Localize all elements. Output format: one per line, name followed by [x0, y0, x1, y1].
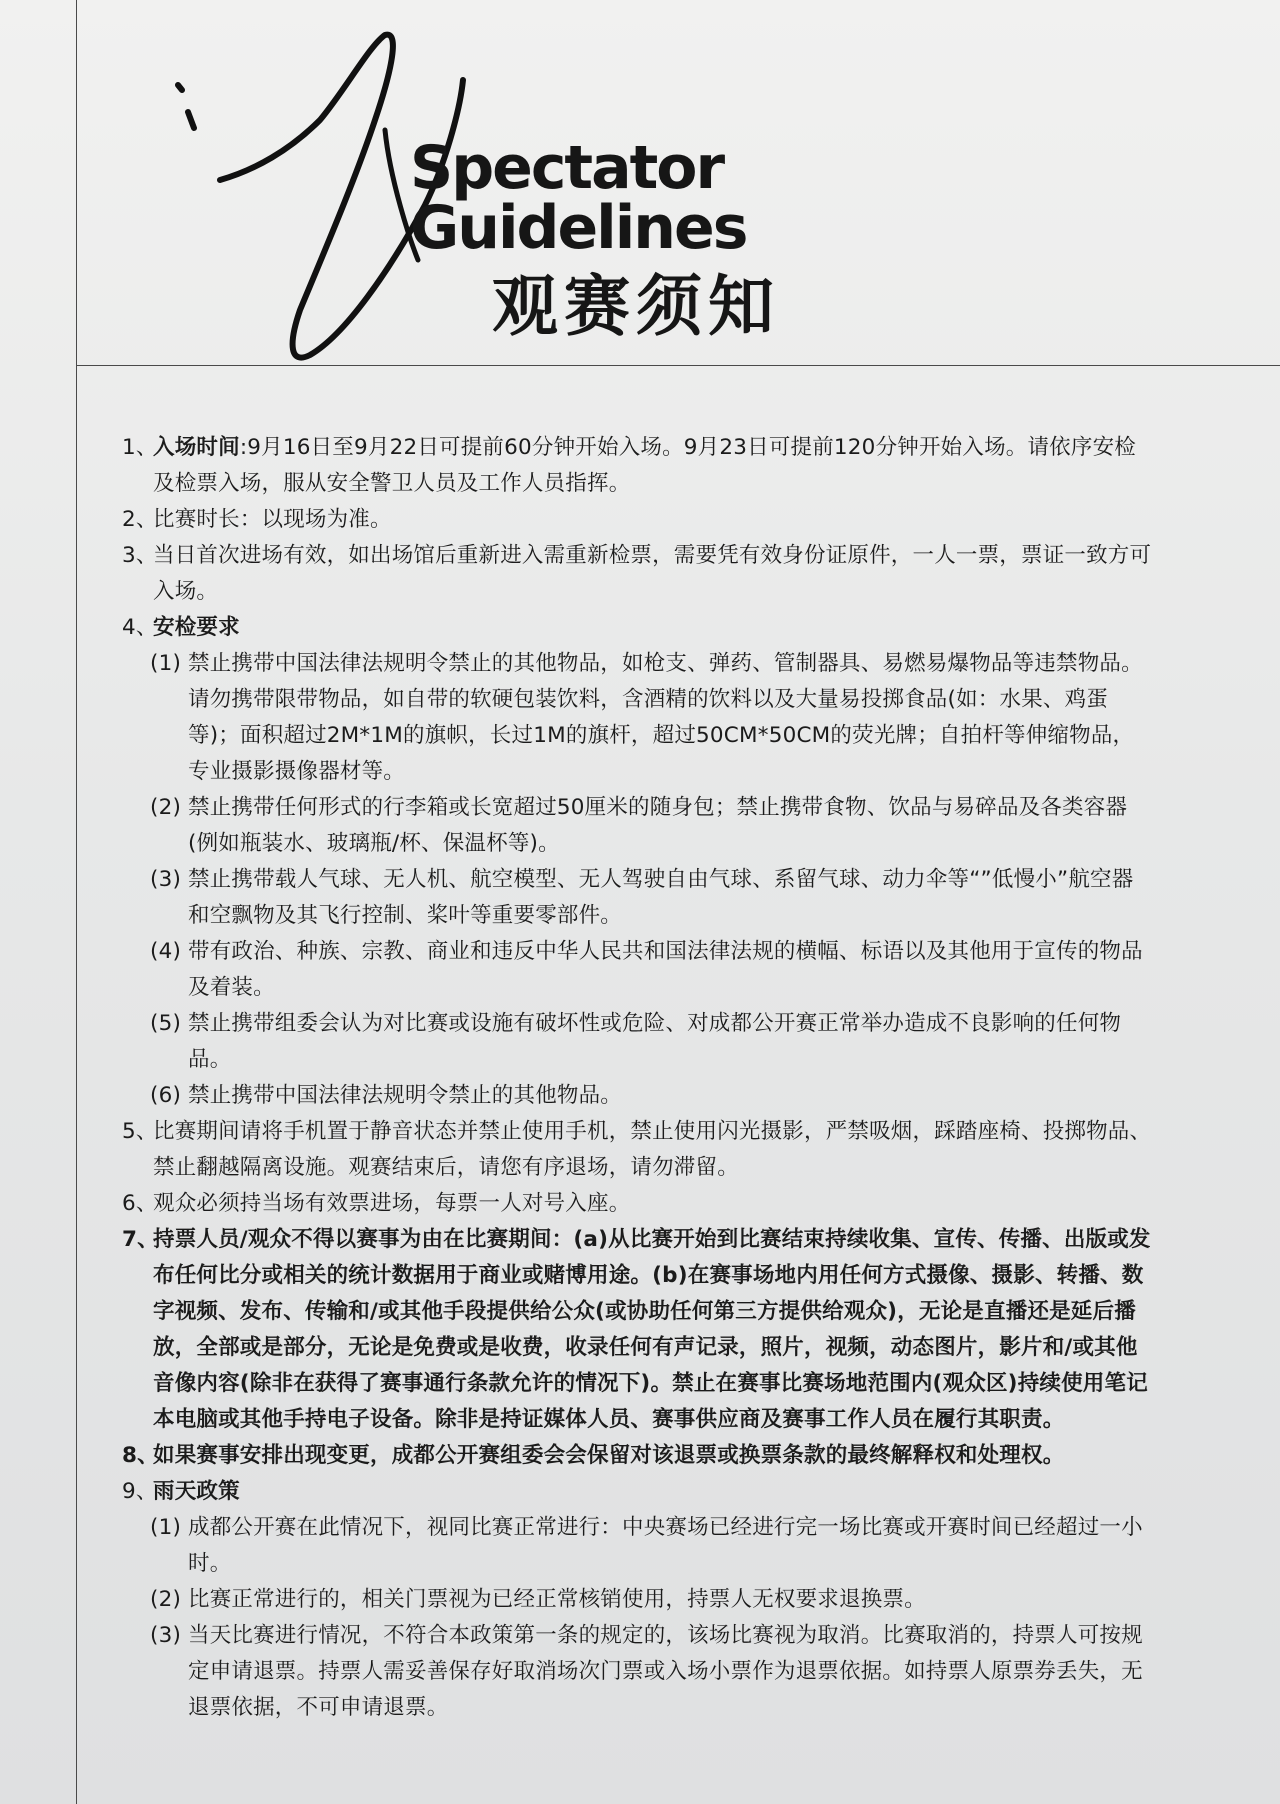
sub-item — [122, 934, 1152, 1006]
sub-item-number: (3) — [150, 867, 182, 892]
item-text: 当日首次进场有效，如出场馆后重新进入需重新检票，需要凭有效身份证原件，一人一票，票证一致方可入场。 — [153, 543, 1152, 604]
page-title-english — [410, 133, 930, 263]
sub-item-text: 当天比赛进行情况，不符合本政策第一条的规定的，该场比赛视为取消。比赛取消的，持票人可按规定申请退票。持票人需妥善保存好取消场次门票或入场小票作为退票依据。如持票人原票券丢失，无退票依据，不可申请退票。 — [188, 1623, 1143, 1720]
list-item — [122, 1222, 1152, 1438]
title-line-spectator: Spectator — [410, 133, 724, 203]
item-text: :9月16日至9月22日可提前60分钟开始入场。9月23日可提前120分钟开始入场。请依序安检及检票入场，服从安全警卫人员及工作人员指挥。 — [153, 435, 1136, 496]
item-label: 雨天政策 — [153, 1479, 240, 1504]
sub-item — [122, 646, 1152, 790]
sub-item-number: (3) — [150, 1623, 182, 1648]
item-number: 5、 — [122, 1119, 158, 1144]
sub-item-number: (5) — [150, 1011, 182, 1036]
list-item — [122, 1186, 1152, 1222]
item-number: 8、 — [122, 1443, 159, 1468]
sub-item-text: 成都公开赛在此情况下，视同比赛正常进行：中央赛场已经进行完一场比赛或开赛时间已经超过一小时。 — [188, 1515, 1143, 1576]
sub-item-text: 禁止携带中国法律法规明令禁止的其他物品。 — [188, 1083, 623, 1108]
list-item — [122, 1474, 1152, 1510]
list-item — [122, 610, 1152, 646]
item-number: 6、 — [122, 1191, 158, 1216]
sub-item — [122, 790, 1152, 862]
sub-item — [122, 1510, 1152, 1582]
list-item — [122, 538, 1152, 610]
sub-item-number: (1) — [150, 651, 182, 676]
sub-item-text: 禁止携带中国法律法规明令禁止的其他物品，如枪支、弹药、管制器具、易燃易爆物品等违禁物品。请勿携带限带物品，如自带的软硬包装饮料，含酒精的饮料以及大量易投掷食品(如：水果、鸡蛋等)；面积超过2M*1M的旗帜，长过1M的旗杆，超过50CM*50CM的荧光牌；自拍杆等伸缩物品，专业摄影摄像器材等。 — [188, 651, 1143, 784]
item-text: 比赛时长：以现场为准。 — [153, 507, 392, 532]
title-line-guidelines: Guidelines — [410, 193, 747, 263]
item-label: 安检要求 — [153, 615, 240, 640]
item-text: 观众必须持当场有效票进场，每票一人对号入座。 — [153, 1191, 631, 1216]
item-label: 入场时间 — [153, 435, 240, 460]
sub-item — [122, 1006, 1152, 1078]
sub-item — [122, 1078, 1152, 1114]
sub-item-number: (2) — [150, 1587, 182, 1612]
sub-item-text: 比赛正常进行的，相关门票视为已经正常核销使用，持票人无权要求退换票。 — [188, 1587, 926, 1612]
sub-item-text: 禁止携带任何形式的行李箱或长宽超过50厘米的随身包；禁止携带食物、饮品与易碎品及各类容器(例如瓶装水、玻璃瓶/杯、保温杯等)。 — [188, 795, 1128, 856]
item-number: 4、 — [122, 615, 158, 640]
item-number: 1、 — [122, 435, 158, 460]
guidelines-list — [122, 430, 1152, 1726]
item-text: 持票人员/观众不得以赛事为由在比赛期间：(a)从比赛开始到比赛结束持续收集、宣传、传播、出版或发布任何比分或相关的统计数据用于商业或赌博用途。(b)在赛事场地内用任何方式摄像、摄影、转播、数字视频、发布、传输和/或其他手段提供给公众(或协助任何第三方提供给观众)，无论是直播还是延后播放，全部或是部分，无论是免费或是收费，收录任何有声记录，照片，视频，动态图片，影片和/或其他音像内容(除非在获得了赛事通行条款允许的情况下)。禁止在赛事比赛场地范围内(观众区)持续使用笔记本电脑或其他手持电子设备。除非是持证媒体人员、赛事供应商及赛事工作人员在履行其职责。 — [153, 1227, 1151, 1432]
list-item — [122, 1114, 1152, 1186]
sub-item-number: (1) — [150, 1515, 182, 1540]
sub-item-text: 带有政治、种族、宗教、商业和违反中华人民共和国法律法规的横幅、标语以及其他用于宣传的物品及着装。 — [188, 939, 1143, 1000]
item-number: 2、 — [122, 507, 158, 532]
sub-item-text: 禁止携带载人气球、无人机、航空模型、无人驾驶自由气球、系留气球、动力伞等“”低慢小”航空器和空飘物及其飞行控制、桨叶等重要零部件。 — [188, 867, 1134, 928]
sub-item-number: (4) — [150, 939, 182, 964]
item-text: 比赛期间请将手机置于静音状态并禁止使用手机，禁止使用闪光摄影，严禁吸烟，踩踏座椅、投掷物品、禁止翻越隔离设施。观赛结束后，请您有序退场，请勿滞留。 — [153, 1119, 1152, 1180]
list-item — [122, 502, 1152, 538]
sub-item — [122, 1618, 1152, 1726]
list-item — [122, 1438, 1152, 1474]
sub-item-number: (6) — [150, 1083, 182, 1108]
sub-item — [122, 1582, 1152, 1618]
sub-item-number: (2) — [150, 795, 182, 820]
item-number: 7、 — [122, 1227, 159, 1252]
item-number: 3、 — [122, 543, 158, 568]
item-text: 如果赛事安排出现变更，成都公开赛组委会会保留对该退票或换票条款的最终解释权和处理权。 — [153, 1443, 1065, 1468]
list-item — [122, 430, 1152, 502]
item-number: 9、 — [122, 1479, 158, 1504]
page-title-chinese: 观赛须知 — [492, 268, 780, 345]
sub-item — [122, 862, 1152, 934]
sub-item-text: 禁止携带组委会认为对比赛或设施有破坏性或危险、对成都公开赛正常举办造成不良影响的任何物品。 — [188, 1011, 1122, 1072]
left-margin-line — [76, 0, 77, 1804]
